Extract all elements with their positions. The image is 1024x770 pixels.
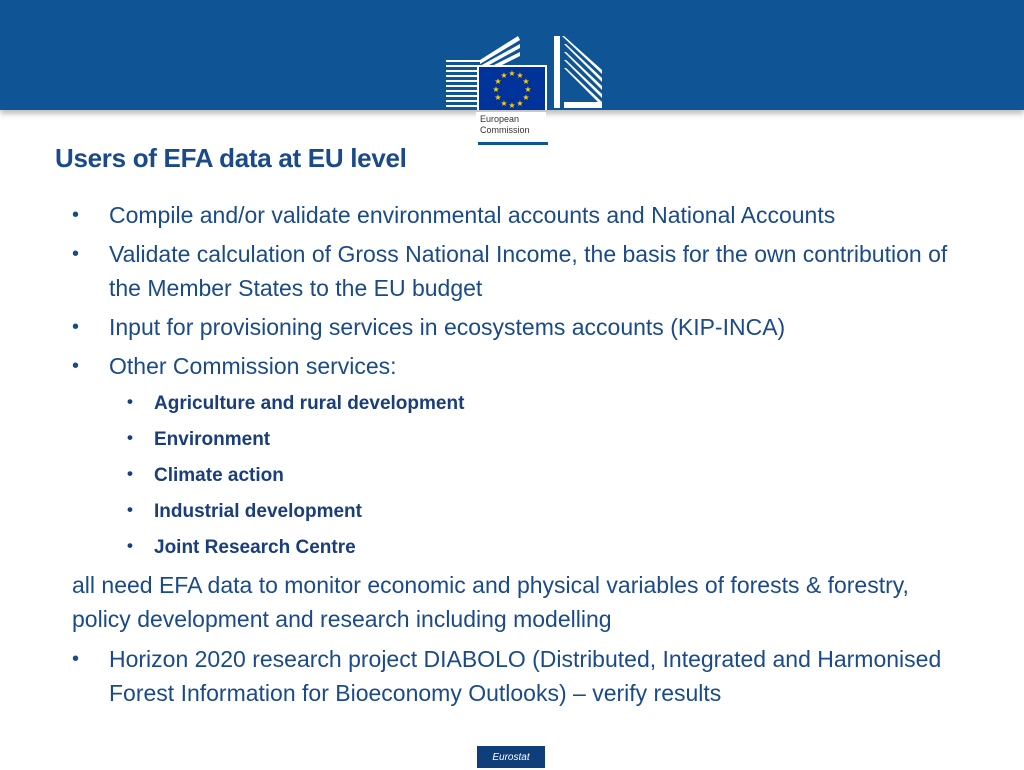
- sub-bullet-marker: •: [127, 428, 133, 447]
- sub-bullet-marker: •: [127, 392, 133, 411]
- european-commission-logo: [440, 30, 608, 148]
- svg-text:★: ★: [516, 99, 524, 108]
- bullet-text: Other Commission services:: [109, 353, 397, 379]
- logo-caption-line1: European: [480, 114, 520, 124]
- sub-bullet-text: Joint Research Centre: [154, 537, 356, 558]
- svg-text:★: ★: [494, 77, 502, 86]
- bullet-marker: •: [72, 355, 80, 377]
- svg-text:★: ★: [492, 85, 500, 94]
- sub-bullet-item: [72, 532, 972, 563]
- bullet-text: Horizon 2020 research project DIABOLO (Distributed, Integrated and Harmonised Forest Information for Bioeconomy Outlooks) – verify results: [109, 646, 942, 706]
- bullet-marker: •: [72, 204, 80, 226]
- sub-bullet-text: Environment: [154, 429, 271, 450]
- bullet-item: [72, 237, 972, 305]
- sub-bullet-text: Agriculture and rural development: [154, 393, 465, 414]
- bullet-marker: •: [72, 648, 80, 670]
- svg-text:★: ★: [500, 99, 508, 108]
- svg-text:★: ★: [524, 85, 532, 94]
- svg-text:★: ★: [522, 93, 530, 102]
- svg-text:★: ★: [508, 69, 516, 78]
- summary-paragraph: all need EFA data to monitor economic and physical variables of forests & forestry, policy development and research including modelling: [72, 572, 909, 632]
- sub-bullet-marker: •: [127, 464, 133, 483]
- bullet-item: [72, 198, 972, 232]
- svg-text:★: ★: [516, 71, 524, 80]
- bullet-text: Validate calculation of Gross National Income, the basis for the own contribution of the Member States to the EU budget: [109, 241, 948, 301]
- sub-bullet-text: Industrial development: [154, 501, 362, 522]
- bullet-marker: •: [72, 243, 80, 265]
- bullet-text: Compile and/or validate environmental accounts and National Accounts: [109, 202, 836, 228]
- sub-bullet-list: [72, 388, 972, 563]
- bullet-item: [72, 310, 972, 344]
- bullet-text: Input for provisioning services in ecosystems accounts (KIP-INCA): [109, 314, 786, 340]
- sub-bullet-text: Climate action: [154, 465, 284, 486]
- sub-bullet-marker: •: [127, 500, 133, 519]
- sub-bullet-item: [72, 460, 972, 491]
- logo-caption-line2: Commission: [480, 125, 530, 135]
- sub-bullet-item: [72, 388, 972, 419]
- eu-flag-building-icon: [440, 30, 608, 110]
- sub-bullet-item: [72, 424, 972, 455]
- svg-text:★: ★: [494, 93, 502, 102]
- slide-title: Users of EFA data at EU level: [55, 143, 407, 173]
- footer-eurostat-tag: Eurostat: [477, 746, 545, 768]
- svg-text:★: ★: [508, 101, 516, 110]
- logo-caption: [476, 112, 546, 144]
- bullet-item: [72, 642, 972, 710]
- bullet-item: [72, 349, 972, 383]
- slide-content: [72, 198, 972, 715]
- sub-bullet-item: [72, 496, 972, 527]
- svg-text:★: ★: [522, 77, 530, 86]
- svg-text:★: ★: [500, 71, 508, 80]
- sub-bullet-marker: •: [127, 536, 133, 555]
- bullet-marker: •: [72, 316, 80, 338]
- logo-underline: [478, 142, 548, 145]
